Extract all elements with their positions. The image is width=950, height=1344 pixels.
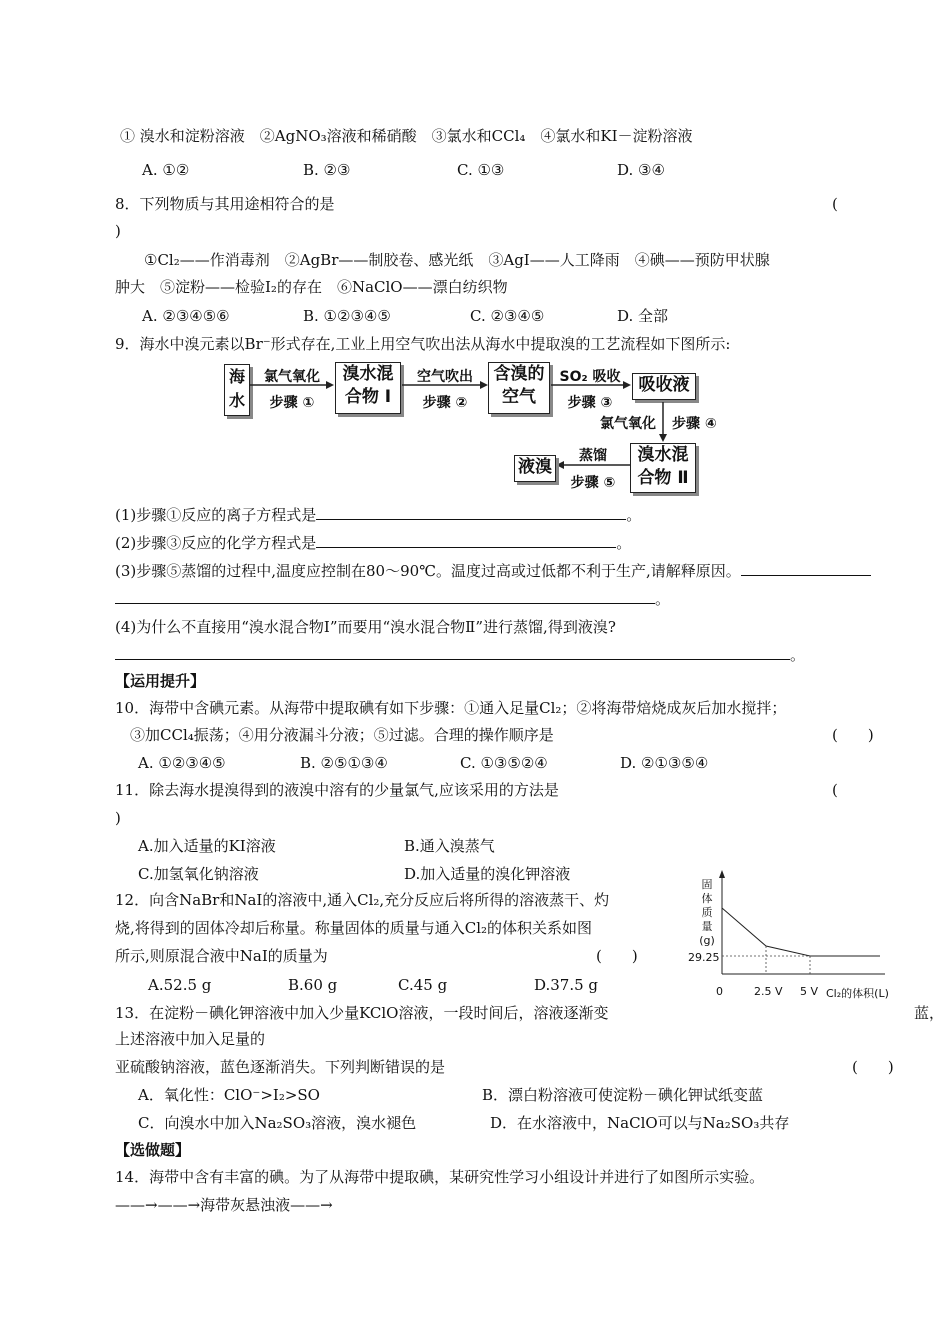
q8-stem: 8．下列物质与其用途相符合的是 bbox=[115, 195, 335, 213]
q10-line2: ③加CCl₄振荡；④用分液漏斗分液；⑤过滤。合理的操作顺序是 bbox=[130, 726, 554, 744]
section-apply-heading: 【运用提升】 bbox=[115, 672, 206, 690]
q8-option-a: A. ②③④⑤⑥ bbox=[142, 307, 230, 325]
flow-step3-label: SO₂ 吸收 bbox=[559, 369, 621, 385]
q13-option-d: D．在水溶液中，NaClO可以与Na₂SO₃共存 bbox=[490, 1114, 790, 1132]
q7-option-b: B. ②③ bbox=[303, 161, 351, 179]
q11-option-a: A.加入适量的KI溶液 bbox=[138, 837, 276, 855]
chart-xlabel: Cl₂的体积(L) bbox=[826, 987, 889, 1000]
q10-option-c: C. ①③⑤②④ bbox=[460, 754, 548, 772]
q7-items: ① 溴水和淀粉溶液 ②AgNO₃溶液和稀硝酸 ③氯水和CCl₄ ④氯水和KI－淀粉溶液 bbox=[120, 127, 693, 145]
q11-paren-close: ) bbox=[115, 809, 121, 827]
q13-line3: 亚硫酸钠溶液，蓝色逐渐消失。下列判断错误的是 bbox=[115, 1058, 446, 1076]
flow-arrow-5 bbox=[556, 460, 630, 470]
flow-step4-num: 步骤 ④ bbox=[672, 416, 717, 432]
q14-line1: 14．海带中含有丰富的碘。为了从海带中提取碘，某研究性学习小组设计并进行了如图所示实验。 bbox=[115, 1168, 765, 1186]
q12-line3: 所示,则原混合液中NaI的质量为 bbox=[115, 947, 328, 965]
q13-option-b: B．漂白粉溶液可使淀粉－碘化钾试纸变蓝 bbox=[482, 1086, 764, 1104]
flow-arrow-1 bbox=[250, 380, 334, 390]
chart-plot bbox=[680, 870, 910, 985]
flow-step1-label: 氯气氧化 bbox=[264, 369, 320, 385]
q12-option-a: A.52.5 g bbox=[148, 976, 212, 994]
chart-xtick-2-5v: 2.5 V bbox=[754, 985, 783, 998]
flow-step4-label: 氯气氧化 bbox=[600, 416, 656, 432]
flow-arrow-2 bbox=[402, 380, 488, 390]
flow-step5-num: 步骤 ⑤ bbox=[570, 475, 616, 491]
q12-option-c: C.45 g bbox=[398, 976, 448, 994]
q10-option-a: A. ①②③④⑤ bbox=[138, 754, 226, 772]
q8-option-d: D. 全部 bbox=[617, 307, 669, 325]
q11-paren-open: ( bbox=[832, 781, 838, 799]
q9-sub3: (3)步骤⑤蒸馏的过程中,温度应控制在80～90℃。温度过高或过低都不利于生产,请解释原因。 bbox=[115, 561, 871, 581]
q13-line1-end: 蓝， bbox=[914, 1004, 945, 1022]
chart-y-axis-arrow bbox=[719, 870, 725, 878]
flow-box-mix2: 溴水混合物 Ⅱ bbox=[630, 443, 696, 493]
q9-sub2: (2)步骤③反应的化学方程式是 。 bbox=[115, 534, 632, 552]
q12-line2: 烧,将得到的固体冷却后称量。称量固体的质量与通入Cl₂的体积关系如图 bbox=[115, 919, 593, 937]
q9-stem: 9．海水中溴元素以Br⁻形式存在,工业上用空气吹出法从海水中提取溴的工艺流程如下图所示: bbox=[115, 335, 731, 353]
q12-line1: 12．向含NaBr和NaI的溶液中,通入Cl₂,充分反应后将所得的溶液蒸干、灼 bbox=[115, 891, 610, 909]
q11-option-d: D.加入适量的溴化钾溶液 bbox=[404, 865, 571, 883]
flow-step2-label: 空气吹出 bbox=[417, 369, 473, 385]
flow-box-absorb: 吸收液 bbox=[632, 373, 696, 400]
section-optional-heading: 【选做题】 bbox=[115, 1141, 191, 1159]
q9-sub4: (4)为什么不直接用“溴水混合物Ⅰ”而要用“溴水混合物Ⅱ”进行蒸馏,得到液溴? bbox=[115, 618, 616, 636]
flow-step3-num: 步骤 ③ bbox=[567, 395, 613, 411]
flow-box-liquid-bromine: 液溴 bbox=[514, 455, 556, 482]
q8-line2: 肿大 ⑤淀粉——检验I₂的存在 ⑥NaClO——漂白纺织物 bbox=[115, 278, 508, 296]
q7-option-c: C. ①③ bbox=[457, 161, 505, 179]
q7-option-a: A. ①② bbox=[142, 161, 190, 179]
q13-line1: 13．在淀粉－碘化钾溶液中加入少量KClO溶液，一段时间后，溶液逐渐变 bbox=[115, 1004, 609, 1022]
q13-option-c: C．向溴水中加入Na₂SO₃溶液，溴水褪色 bbox=[138, 1114, 417, 1132]
q13-option-a: A．氧化性：ClO⁻>I₂>SO bbox=[138, 1086, 320, 1104]
q10-paren: ( ) bbox=[832, 726, 874, 744]
flow-arrow-3 bbox=[551, 380, 631, 390]
q8-paren-close: ) bbox=[115, 222, 121, 240]
q10-option-d: D. ②①③⑤④ bbox=[620, 754, 709, 772]
q11-option-b: B.通入溴蒸气 bbox=[404, 837, 495, 855]
q13-paren: ( ) bbox=[852, 1058, 894, 1076]
chart-xtick-0: 0 bbox=[716, 985, 723, 998]
q9-sub4-answer-line: 。 bbox=[115, 645, 805, 665]
q8-line1: ①Cl₂——作消毒剂 ②AgBr——制胶卷、感光纸 ③AgI——人工降雨 ④碘——预防甲状腺 bbox=[144, 251, 770, 269]
q12-option-d: D.37.5 g bbox=[534, 976, 599, 994]
q8-option-c: C. ②③④⑤ bbox=[470, 307, 545, 325]
flow-box-seawater: 海水 bbox=[224, 364, 250, 416]
flow-arrow-4 bbox=[658, 402, 668, 442]
chart-xtick-5v: 5 V bbox=[800, 985, 819, 998]
q8-paren-open: ( bbox=[832, 195, 838, 213]
q12-paren: ( ) bbox=[596, 947, 638, 965]
q8-option-b: B. ①②③④⑤ bbox=[303, 307, 391, 325]
q11-stem: 11．除去海水提溴得到的液溴中溶有的少量氯气,应该采用的方法是 bbox=[115, 781, 559, 799]
chart-series-line bbox=[722, 908, 880, 956]
chart-ytick-29-25: 29.25 bbox=[688, 951, 720, 964]
flow-step2-num: 步骤 ② bbox=[422, 395, 468, 411]
flow-box-air: 含溴的空气 bbox=[488, 362, 550, 414]
q13-line2: 上述溶液中加入足量的 bbox=[115, 1030, 266, 1048]
flow-step1-num: 步骤 ① bbox=[269, 395, 315, 411]
q11-option-c: C.加氢氧化钠溶液 bbox=[138, 865, 259, 883]
flow-step5-label: 蒸馏 bbox=[579, 448, 607, 464]
q7-option-d: D. ③④ bbox=[617, 161, 665, 179]
q10-line1: 10．海带中含碘元素。从海带中提取碘有如下步骤：①通入足量Cl₂；②将海带焙烧成灰后加水搅拌； bbox=[115, 699, 787, 717]
flow-box-mix1: 溴水混合物 Ⅰ bbox=[335, 362, 401, 414]
q9-sub3-answer-line: 。 bbox=[115, 589, 670, 609]
q14-line2: ——→——→海带灰悬浊液——→ bbox=[115, 1196, 333, 1214]
q10-option-b: B. ②⑤①③④ bbox=[300, 754, 388, 772]
chart-ylabel: 固 体 质 量 (g) bbox=[699, 878, 715, 947]
q9-sub1: (1)步骤①反应的离子方程式是 。 bbox=[115, 506, 642, 524]
q12-option-b: B.60 g bbox=[288, 976, 338, 994]
